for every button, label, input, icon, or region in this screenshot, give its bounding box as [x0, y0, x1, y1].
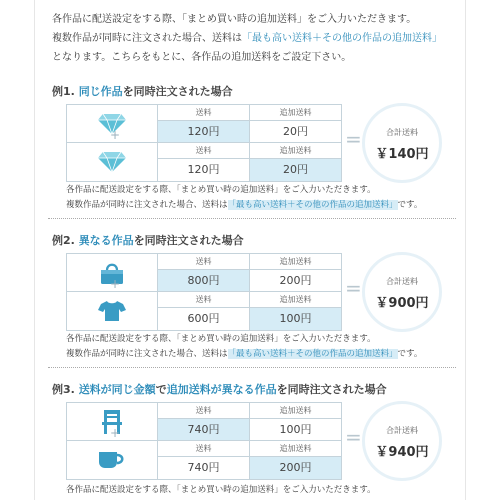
additional-value: 200円 — [250, 457, 341, 479]
shipping-header: 送料 — [158, 441, 249, 457]
example-3-title-rest: を同時注文された場合 — [276, 383, 387, 396]
additional-header: 追加送料 — [250, 254, 341, 270]
shipping-cell — [157, 292, 249, 330]
shipping-cell — [157, 403, 249, 441]
plus-sign: + — [110, 426, 121, 440]
note-line-2-end: です。 — [397, 349, 423, 359]
shirt-icon — [67, 292, 157, 330]
shipping-header: 送料 — [158, 403, 249, 419]
example-1-item-2 — [66, 142, 342, 182]
intro-highlight: 「最も高い送料＋その他の作品の追加送料」 — [242, 33, 442, 44]
intro-line-2-text: 複数作品が同時に注文された場合、送料は — [52, 33, 242, 44]
diamond-icon — [67, 143, 157, 181]
note-line-1: 各作品に配送設定をする際、「まとめ買い時の追加送料」をご入力いただきます。 — [66, 185, 376, 195]
note-line-1: 各作品に配送設定をする際、「まとめ買い時の追加送料」をご入力いただきます。 — [66, 334, 376, 344]
additional-header: 追加送料 — [250, 105, 341, 121]
example-2-title — [52, 232, 244, 248]
example-2-note — [66, 332, 476, 362]
total-label: 合計送料 — [386, 426, 418, 435]
intro-line-1: 各作品に配送設定をする際、「まとめ買い時の追加送料」をご入力いただきます。 — [52, 14, 417, 25]
total-circle — [362, 252, 442, 332]
note-line-2 — [66, 198, 476, 213]
additional-cell — [249, 143, 341, 181]
example-2-number: 例2. — [52, 234, 75, 247]
note-line-2 — [66, 347, 476, 362]
plus-sign: + — [110, 128, 121, 142]
example-1-title-rest: を同時注文された場合 — [122, 85, 233, 98]
additional-cell — [249, 292, 341, 330]
total-circle — [362, 103, 442, 183]
example-3-title-highlight-2: 追加送料が異なる作品 — [166, 383, 277, 396]
intro-line-3: となります。こちらをもとに、各作品の追加送料をご設定下さい。 — [52, 52, 352, 63]
shipping-value: 740円 — [187, 461, 220, 474]
example-3-title-highlight-1: 送料が同じ金額 — [78, 383, 156, 396]
note-highlight: 「最も高い送料＋その他の作品の追加送料」 — [227, 349, 398, 359]
intro-text — [52, 10, 472, 67]
example-3-title-connector: で — [155, 383, 167, 396]
example-2-item-1 — [66, 253, 342, 293]
shipping-value: 120円 — [187, 163, 220, 176]
additional-value: 100円 — [250, 308, 341, 330]
example-2-item-2 — [66, 291, 342, 331]
total-amount: ￥940円 — [375, 445, 429, 460]
shipping-cell — [157, 441, 249, 479]
additional-cell — [249, 403, 341, 441]
note-line-2-text: 複数作品が同時に注文された場合、送料は — [66, 200, 228, 210]
shipping-header: 送料 — [158, 105, 249, 121]
example-1-note — [66, 183, 476, 213]
shipping-header: 送料 — [158, 143, 249, 159]
additional-value: 20円 — [250, 159, 341, 181]
additional-cell — [249, 105, 341, 143]
total-label: 合計送料 — [386, 277, 418, 286]
total-amount: ￥900円 — [375, 296, 429, 311]
additional-header: 追加送料 — [250, 292, 341, 308]
example-3-title — [52, 381, 387, 397]
example-3-item-2 — [66, 440, 342, 480]
additional-value: 20円 — [283, 125, 308, 138]
additional-cell — [249, 254, 341, 292]
total-amount: ￥140円 — [375, 147, 429, 162]
example-1-title-highlight: 同じ作品 — [78, 85, 123, 98]
shipping-value: 120円 — [158, 121, 249, 143]
additional-value: 200円 — [279, 274, 312, 287]
additional-value: 100円 — [279, 423, 312, 436]
additional-header: 追加送料 — [250, 143, 341, 159]
shipping-value: 740円 — [158, 419, 249, 441]
additional-header: 追加送料 — [250, 403, 341, 419]
intro-line-2 — [52, 29, 472, 48]
shipping-value: 800円 — [158, 270, 249, 292]
example-1-item-1 — [66, 104, 342, 144]
example-1-title — [52, 83, 233, 99]
note-highlight: 「最も高い送料＋その他の作品の追加送料」 — [227, 200, 398, 210]
separator — [48, 367, 456, 368]
note-line-1: 各作品に配送設定をする際、「まとめ買い時の追加送料」をご入力いただきます。 — [66, 485, 376, 495]
shipping-header: 送料 — [158, 254, 249, 270]
additional-cell — [249, 441, 341, 479]
example-3-number: 例3. — [52, 383, 75, 396]
total-label: 合計送料 — [386, 128, 418, 137]
note-line-2-text: 複数作品が同時に注文された場合、送料は — [66, 349, 228, 359]
total-circle — [362, 401, 442, 481]
example-2-title-rest: を同時注文された場合 — [133, 234, 244, 247]
shipping-cell — [157, 143, 249, 181]
plus-sign: + — [110, 277, 121, 291]
example-3-note — [66, 483, 476, 498]
shipping-cell — [157, 254, 249, 292]
shipping-header: 送料 — [158, 292, 249, 308]
equals-sign: = — [345, 127, 362, 151]
equals-sign: = — [345, 276, 362, 300]
separator — [48, 218, 456, 219]
shipping-cell — [157, 105, 249, 143]
note-line-2-end: です。 — [397, 200, 423, 210]
example-3-item-1 — [66, 402, 342, 442]
additional-header: 追加送料 — [250, 441, 341, 457]
example-1-number: 例1. — [52, 85, 75, 98]
shipping-value: 600円 — [187, 312, 220, 325]
cup-icon — [67, 441, 157, 479]
example-2-title-highlight: 異なる作品 — [78, 234, 134, 247]
equals-sign: = — [345, 425, 362, 449]
